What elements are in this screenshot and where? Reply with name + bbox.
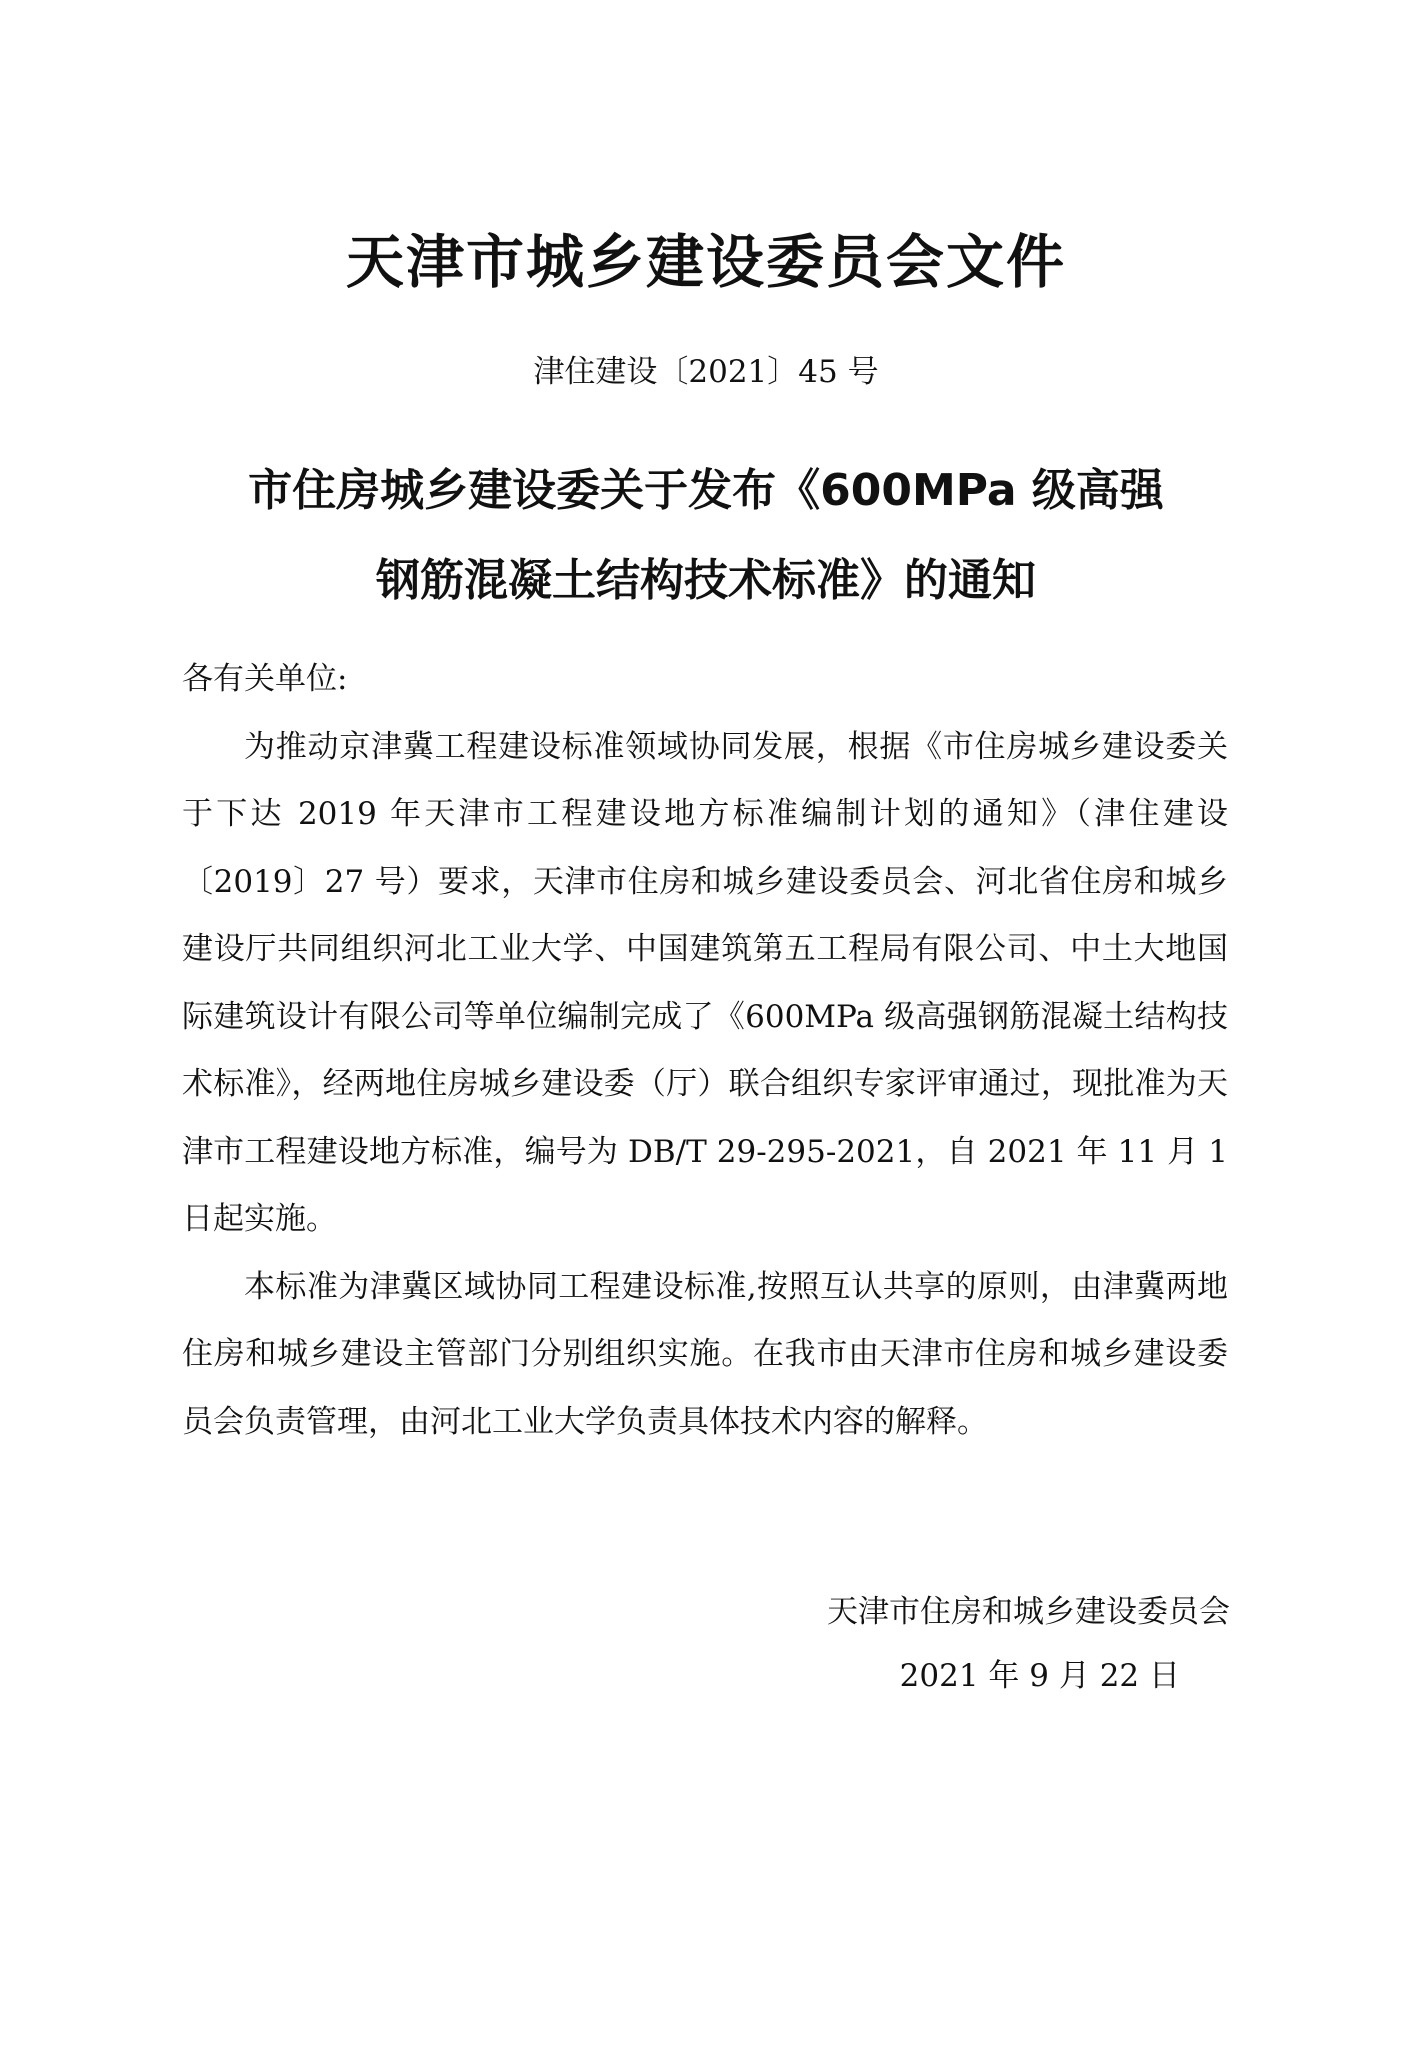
salutation: 各有关单位: (182, 661, 348, 697)
document-number: 津住建设〔2021〕45 号 (533, 354, 879, 390)
signature-organization: 天津市住房和城乡建设委员会 (827, 1594, 1230, 1630)
issuer-header: 天津市城乡建设委员会文件 (345, 228, 1066, 296)
notice-title-line-1: 市住房城乡建设委关于发布《600MPa 级高强 (248, 465, 1164, 516)
body-paragraph-2: 本标准为津冀区域协同工程建设标准,按照互认共享的原则，由津冀两地住房和城乡建设主管部门分别组织实施。在我市由天津市住房和城乡建设委员会负责管理，由河北工业大学负责具体技术内容的解释。 (182, 1268, 1228, 1440)
signature-date: 2021 年 9 月 22 日 (899, 1658, 1180, 1694)
signature-block (700, 1580, 1230, 1708)
body-paragraph-1: 为推动京津冀工程建设标准领域协同发展，根据《市住房城乡建设委关于下达 2019 年天津市工程建设地方标准编制计划的通知》（津住建设〔2019〕27 号）要求，天津市住房和城乡建设委员会、河北省住房和城乡建设厅共同组织河北工业大学、中国建筑第五工程局有限公司、中土大地国际建筑设计有限公司等单位编制完成了《600MPa 级高强钢筋混凝土结构技术标准》，经两地住房城乡建设委（厅）联合组织专家评审通过，现批准为天津市工程建设地方标准，编号为 DB/T 29-295-2021，自 2021 年 11 月 1 日起实施。 (182, 728, 1228, 1237)
notice-body (182, 646, 1228, 1456)
notice-title-line-2: 钢筋混凝土结构技术标准》的通知 (376, 555, 1036, 606)
notice-title (170, 446, 1242, 626)
